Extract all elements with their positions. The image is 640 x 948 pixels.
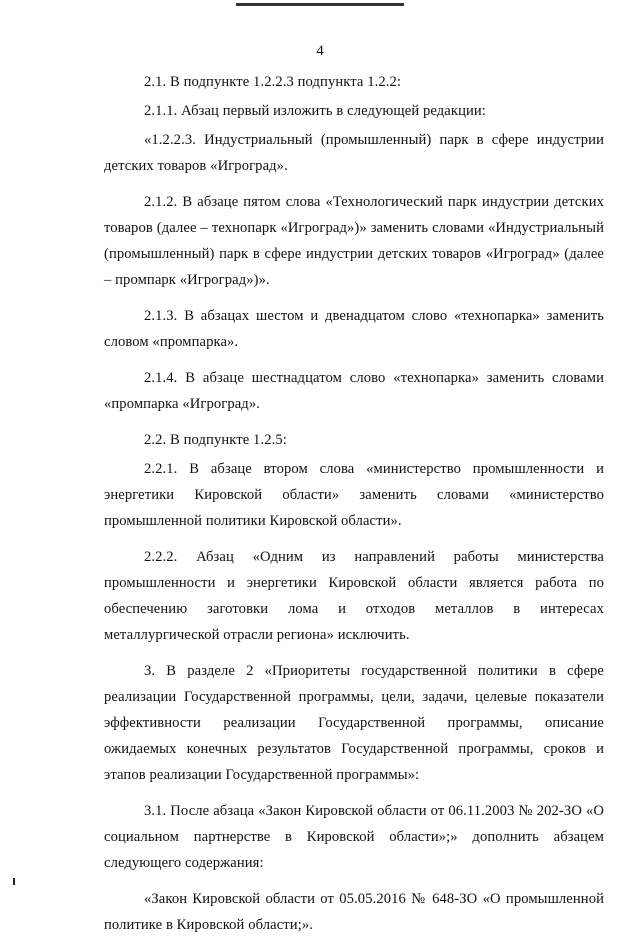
page-number: 4 <box>316 43 324 59</box>
paragraph-2-1-3: 2.1.3. В абзацах шестом и двенадцатом слово «технопарка» заменить словом «промпарка». <box>104 308 604 350</box>
paragraph-2-2: 2.2. В подпункте 1.2.5: <box>144 432 287 448</box>
scan-corner-mark <box>13 878 15 885</box>
paragraph-2-1-4: 2.1.4. В абзаце шестнадцатом слово «технопарка» заменить словами «промпарка «Игроград». <box>104 370 604 412</box>
paragraph-2-1: 2.1. В подпункте 1.2.2.3 подпункта 1.2.2: <box>144 74 402 90</box>
paragraph-2-1-1: 2.1.1. Абзац первый изложить в следующей редакции: <box>144 103 486 119</box>
scan-edge-mark <box>236 3 404 6</box>
document-body <box>104 69 604 948</box>
paragraph-2-2-1: 2.2.1. В абзаце втором слова «министерство промышленности и энергетики Кировской области» заменить словами «министерство промышленной политики Кировской области». <box>104 461 604 529</box>
paragraph-2-2-2: 2.2.2. Абзац «Одним из направлений работы министерства промышленности и энергетики Кировской области является работа по обеспечению заготовки лома и отходов металлов в интересах металлургической отрасли региона» исключить. <box>104 549 604 643</box>
paragraph-3: 3. В разделе 2 «Приоритеты государственной политики в сфере реализации Государственной программы, цели, задачи, целевые показатели эффективности реализации Государственной программы, описание ожидаемых конечных результатов Государственной программы, сроков и этапов реализации Государственной программы»: <box>104 663 604 783</box>
paragraph-1-2-2-3-quote: «1.2.2.3. Индустриальный (промышленный) парк в сфере индустрии детских товаров «Игроград». <box>104 132 604 174</box>
paragraph-law-quote: «Закон Кировской области от 05.05.2016 № 648-ЗО «О промышленной политике в Кировской области;». <box>104 891 604 933</box>
paragraph-2-1-2: 2.1.2. В абзаце пятом слова «Технологический парк индустрии детских товаров (далее – технопарк «Игроград»)» заменить словами «Индустриальный (промышленный) парк в сфере индустрии детских товаров «Игроград» (далее – промпарк «Игроград»)». <box>104 194 604 288</box>
paragraph-3-1: 3.1. После абзаца «Закон Кировской области от 06.11.2003 № 202-ЗО «О социальном партнерстве в Кировской области»;» дополнить абзацем следующего содержания: <box>104 803 604 871</box>
